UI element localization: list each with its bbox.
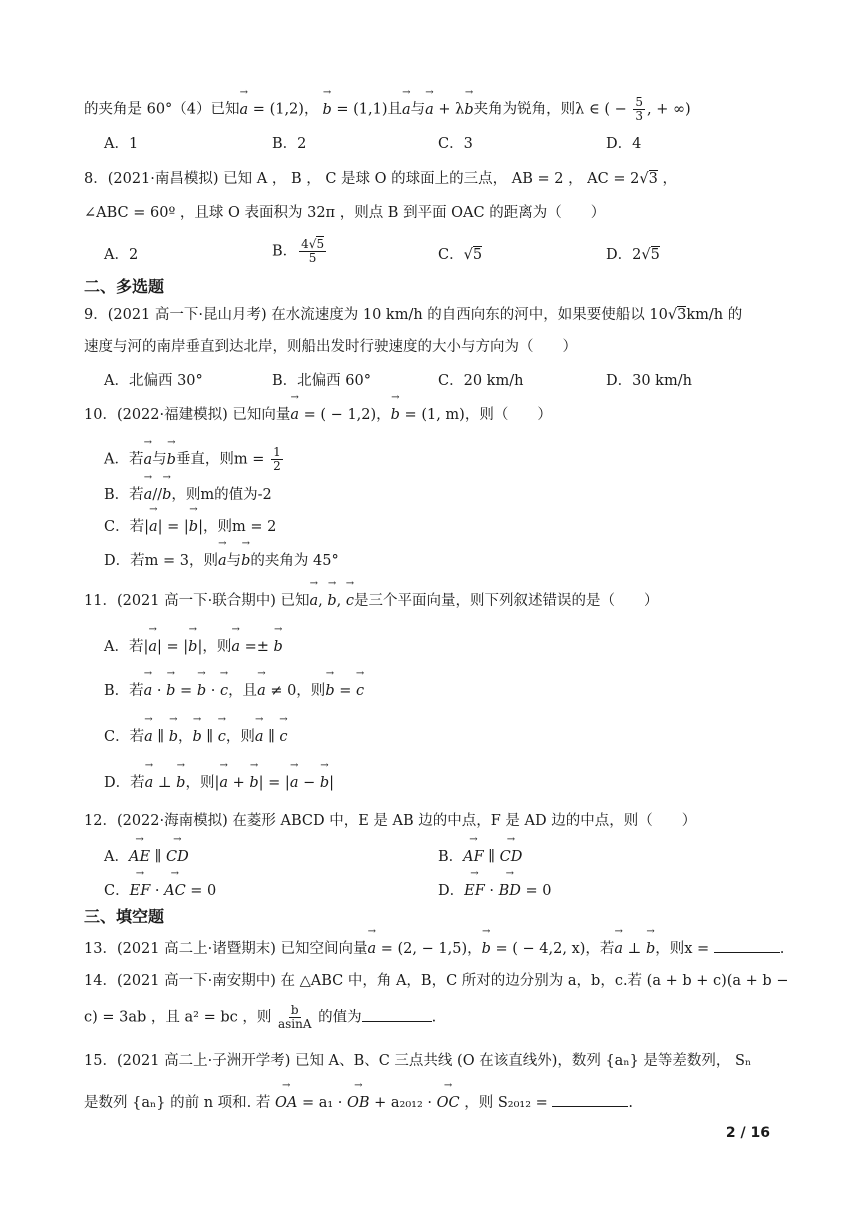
q10-option-c[interactable]: C．若|→ a| = |→ b|，则m = 2 <box>104 516 276 538</box>
q7-option-a[interactable]: A．1 <box>104 136 139 152</box>
q11-option-b[interactable]: B．若→ a · → b = → b · → c，且→ a ≠ 0，则→ b = → c <box>104 680 364 702</box>
q9-stem-line2: 速度与河的南岸垂直到达北岸，则船出发时行驶速度的大小与方向为（ ） <box>84 339 577 355</box>
q15-stem-line1: 15．(2021 高二上·子洲开学考) 已知 A、B、C 三点共线 (O 在该直线外)，数列 {aₙ} 是等差数列， Sₙ <box>84 1053 752 1069</box>
q7-tail-line: 的夹角是 60°（4）已知→ a = (1,2)，→ b = (1,1)且→ a与→ a + λ→ b夹角为锐角，则λ ∈ ( − $\frac{5}{3}$ , + ∞) <box>84 96 784 123</box>
q8-option-a[interactable]: A．2 <box>104 247 139 263</box>
q15-stem-line2: 是数列 {aₙ} 的前 n 项和. 若 → OA = a₁ · → OB + a₂₀₁₂ · → OC ，则 S₂₀₁₂ = . <box>84 1092 784 1114</box>
q12-option-a[interactable]: A．→ AE ∥ → CD <box>104 846 189 868</box>
q9-option-a[interactable]: A．北偏西 30° <box>104 373 203 389</box>
q7-option-c[interactable]: C．3 <box>438 136 473 152</box>
q11-option-a[interactable]: A．若|→ a| = |→ b|，则→ a =± → b <box>104 636 283 658</box>
page-number: 2 / 16 <box>725 1125 770 1141</box>
q9-stem-line1: 9．(2021 高一下·昆山月考) 在水流速度为 10 km/h 的自西向东的河中，如果要使船以 10√3km/h 的 <box>84 307 743 323</box>
section-multiple-choice-heading: 二、多选题 <box>84 277 165 296</box>
q8-option-b[interactable]: B． $\frac{4√5}{5}$ <box>272 237 325 265</box>
q12-option-d[interactable]: D．→ EF · → BD = 0 <box>438 880 552 902</box>
q10-option-a[interactable]: A．若→ a与→ b垂直，则m = $\frac{1}{2}$ <box>104 446 285 473</box>
q10-option-d[interactable]: D．若m = 3，则→ a与→ b的夹角为 45° <box>104 550 339 572</box>
q12-stem: 12．(2022·海南模拟) 在菱形 ABCD 中，E 是 AB 边的中点，F 是 AD 边的中点，则（ ） <box>84 813 697 829</box>
q7-option-d[interactable]: D．4 <box>606 136 642 152</box>
q9-option-c[interactable]: C．20 km/h <box>438 373 524 389</box>
q15-answer-blank[interactable] <box>552 1106 628 1107</box>
q9-option-d[interactable]: D．30 km/h <box>606 373 692 389</box>
section-fill-in-heading: 三、填空题 <box>84 907 165 926</box>
q7-option-b[interactable]: B．2 <box>272 136 307 152</box>
q14-answer-blank[interactable] <box>362 1021 432 1022</box>
q12-option-c[interactable]: C．→ EF · → AC = 0 <box>104 880 216 902</box>
q9-option-b[interactable]: B．北偏西 60° <box>272 373 371 389</box>
q8-stem-line1: 8．(2021·南昌模拟) 已知 A ， B ， C 是球 O 的球面上的三点， AB = 2 ， AC = 2√3 ， <box>84 171 677 187</box>
q7-fraction: $\frac{5}{3}$ <box>635 95 643 123</box>
q10-option-b[interactable]: B．若→ a//→ b，则m的值为-2 <box>104 484 272 506</box>
q8-option-c[interactable]: C．√5 <box>438 247 483 263</box>
q13-answer-blank[interactable] <box>714 952 780 953</box>
q8-option-d[interactable]: D．2√5 <box>606 247 660 263</box>
q14-stem-line2: c) = 3ab ，且 a² = bc ，则 $\frac{b}{asinA}$ 的值为 . <box>84 1003 437 1031</box>
q11-option-c[interactable]: C．若→ a ∥ → b，→ b ∥ → c，则→ a ∥ → c <box>104 726 288 748</box>
q14-stem-line1: 14．(2021 高一下·南安期中) 在 △ABC 中，角 A，B，C 所对的边分别为 a，b，c.若 (a + b + c)(a + b − <box>84 973 789 989</box>
q11-option-d[interactable]: D．若→ a ⊥ → b，则|→ a + → b| = |→ a − → b| <box>104 772 334 794</box>
q13-stem: 13．(2021 高二上·诸暨期末) 已知空间向量→ a = (2, − 1,5)，→ b = ( − 4,2, x)，若→ a ⊥ → b，则x = . <box>84 938 784 960</box>
q12-option-b[interactable]: B．→ AF ∥ → CD <box>438 846 522 868</box>
q8-stem-line2: ∠ABC = 60º ，且球 O 表面积为 32π ，则点 B 到平面 OAC 的距离为（ ） <box>84 205 606 221</box>
q10-stem: 10．(2022·福建模拟) 已知向量→ a = ( − 1,2)，→ b = (1, m)，则（ ） <box>84 404 784 426</box>
q11-stem: 11．(2021 高一下·联合期中) 已知→ a, → b, → c是三个平面向量，则下列叙述错误的是（ ） <box>84 590 784 612</box>
